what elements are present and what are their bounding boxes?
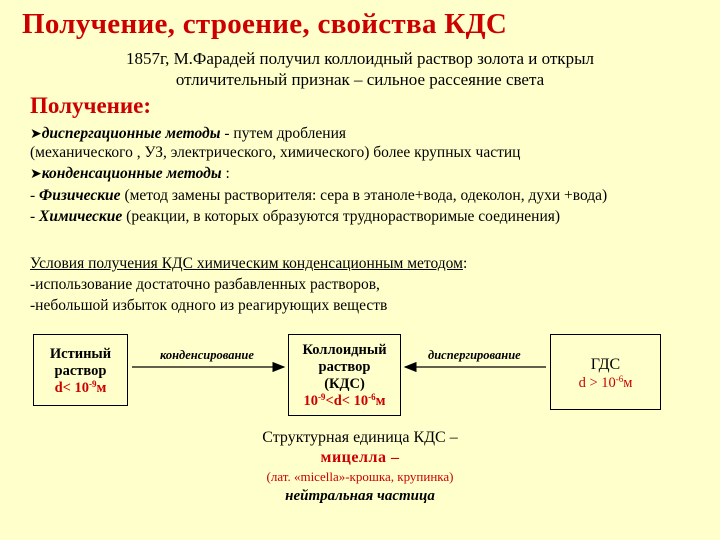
page-title: Получение, строение, свойства КДС [22,8,508,40]
colloid-size [289,393,400,410]
conditions-heading-text: Условия получения КДС химическим конденсационным методом [30,255,463,272]
size-text: 10 [303,393,318,409]
dispersion-methods-desc: - путем дробления [220,125,347,142]
physical-desc: (метод замены растворителя: сера в этаноле+вода, одеколон, духи +вода) [120,187,608,204]
condensation-methods-colon: : [221,165,230,182]
size-exponent: -9 [317,392,326,402]
size-unit: м [623,375,633,391]
intro-line-1: 1857г, М.Фарадей получил коллоидный раствор золота и открыл [126,49,594,68]
colloid-line-2: раствор [318,359,371,375]
size-unit: м [96,380,107,396]
colloid-solution-box [288,334,401,416]
size-exponent: -9 [89,379,97,389]
micelle-etymology: (лат. «micella»-крошка, крупинка) [266,469,454,484]
size-text: d< 10 [54,380,90,396]
size-unit: м [375,393,386,409]
intro-line-2: отличительный признак – сильное рассеяние света [175,70,545,89]
dispersion-methods-detail: (механического , УЗ, электрического, химического) более крупных частиц [30,144,521,161]
condition-item-1: -использование достаточно разбавленных растворов, [30,276,380,293]
coarse-line-1: ГДС [590,356,621,373]
condensation-methods-term: конденсационные методы [41,165,222,182]
conditions-colon: : [462,255,468,272]
micelle-block [200,428,520,506]
true-solution-box [33,334,128,406]
chemical-desc: (реакции, в которых образуются труднорастворимые соединения) [122,208,561,225]
arrow-right-bullet-icon: ➤ [30,126,42,142]
dash: - [30,208,40,225]
physical-term: Физические [39,187,121,204]
true-solution-size [34,380,127,397]
true-solution-line-2: раствор [54,363,107,379]
colloid-line-1: Коллоидный [302,342,387,358]
micelle-line-1: Структурная единица КДС – [262,429,458,446]
chemical-term: Химические [39,208,123,225]
size-exponent: -6 [615,374,624,384]
coarse-size [551,375,660,392]
size-text: d > 10 [578,375,616,391]
size-text: <d< 10 [325,393,369,409]
micelle-definition: нейтральная частица [285,488,435,504]
dispersion-label: диспергирование [428,348,521,362]
section-title: Получение: [30,93,152,118]
micelle-term: мицелла – [320,449,400,466]
colloid-line-3: (КДС) [324,376,365,392]
dispersion-methods-term: диспергационные методы [41,125,221,142]
arrow-right-bullet-icon: ➤ [30,166,42,182]
condition-item-2: -небольшой избыток одного из реагирующих веществ [30,297,388,314]
size-exponent: -6 [368,392,376,402]
true-solution-line-1: Истиный [49,346,112,362]
condensation-label: конденсирование [160,348,254,362]
dash: - [30,187,40,204]
coarse-dispersion-box [550,334,661,410]
